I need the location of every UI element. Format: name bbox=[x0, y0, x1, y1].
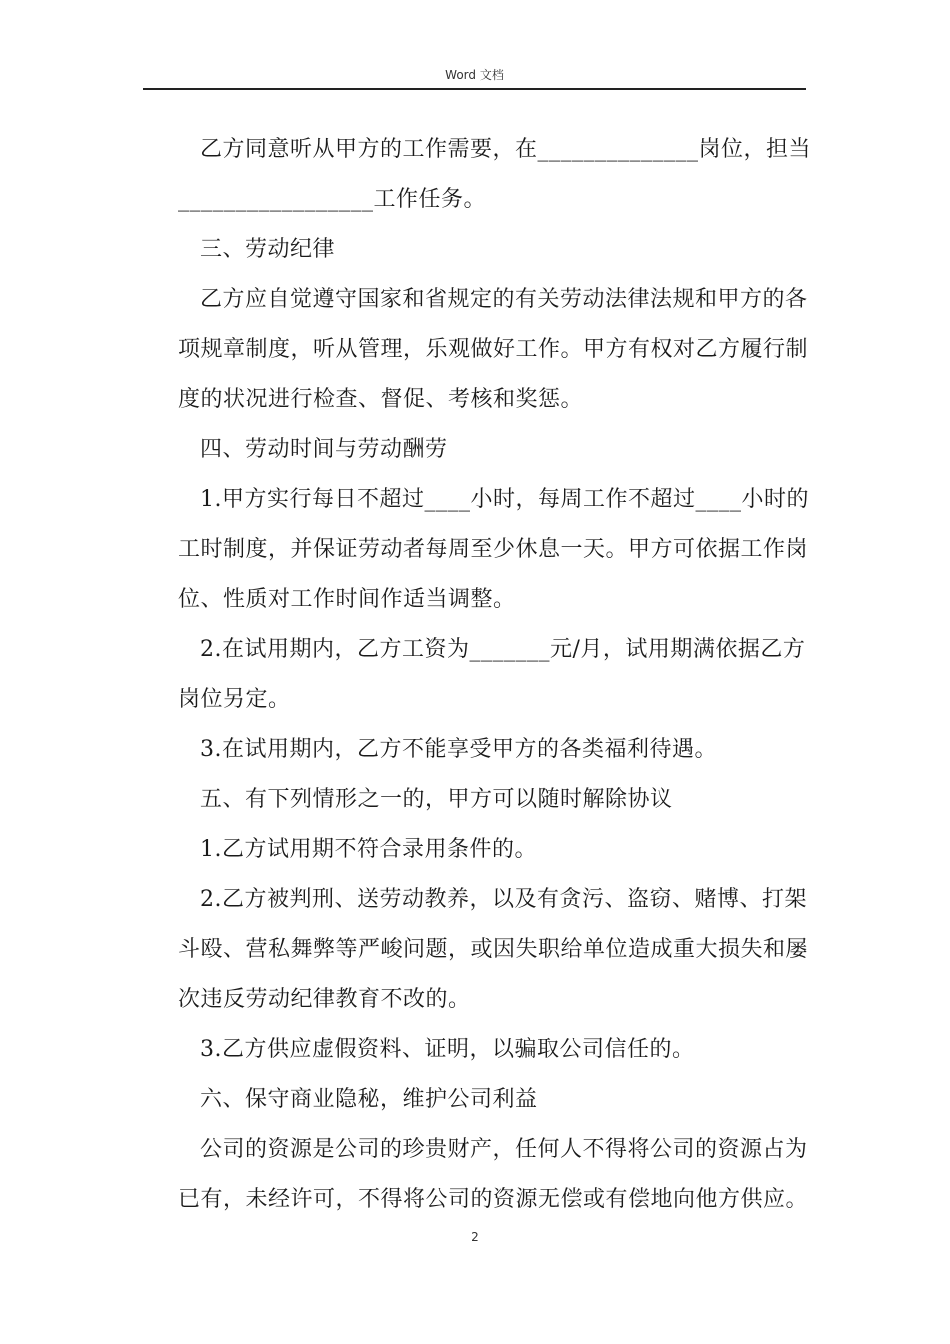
text-line: 五、有下列情形之一的，甲方可以随时解除协议 bbox=[200, 787, 673, 812]
header-title: Word 文档 bbox=[445, 68, 504, 82]
text-line: 度的状况进行检查、督促、考核和奖惩。 bbox=[178, 387, 584, 412]
text-line: 1.甲方实行每日不超过____小时，每周工作不超过____小时的 bbox=[200, 487, 809, 512]
text-line: 位、性质对工作时间作适当调整。 bbox=[178, 587, 516, 612]
text-line: 岗位另定。 bbox=[178, 687, 291, 712]
text-line: 次违反劳动纪律教育不改的。 bbox=[178, 987, 471, 1012]
text-line: 乙方同意听从甲方的工作需要，在______________岗位，担当 bbox=[200, 137, 812, 162]
text-line: 3.乙方供应虚假资料、证明，以骗取公司信任的。 bbox=[200, 1037, 695, 1062]
text-line: 斗殴、营私舞弊等严峻问题，或因失职给单位造成重大损失和屡 bbox=[178, 937, 809, 962]
text-line: 已有，未经许可，不得将公司的资源无偿或有偿地向他方供应。 bbox=[178, 1187, 809, 1212]
text-line: 乙方应自觉遵守国家和省规定的有关劳动法律法规和甲方的各 bbox=[200, 287, 808, 312]
text-line: _________________工作任务。 bbox=[178, 187, 487, 212]
text-line: 1.乙方试用期不符合录用条件的。 bbox=[200, 837, 537, 862]
text-line: 三、劳动纪律 bbox=[200, 237, 336, 262]
page-number: 2 bbox=[471, 1230, 479, 1244]
page-header bbox=[143, 64, 806, 90]
text-line: 2.乙方被判刑、送劳动教养，以及有贪污、盗窃、赌博、打架 bbox=[200, 887, 807, 912]
text-line: 六、保守商业隐秘，维护公司利益 bbox=[200, 1087, 538, 1112]
text-line: 公司的资源是公司的珍贵财产，任何人不得将公司的资源占为 bbox=[200, 1137, 808, 1162]
document-body bbox=[178, 125, 812, 1225]
text-line: 2.在试用期内，乙方工资为_______元/月，试用期满依据乙方 bbox=[200, 637, 806, 662]
text-line: 3.在试用期内，乙方不能享受甲方的各类福利待遇。 bbox=[200, 737, 717, 762]
text-line: 工时制度，并保证劳动者每周至少休息一天。甲方可依据工作岗 bbox=[178, 537, 809, 562]
text-line: 四、劳动时间与劳动酬劳 bbox=[200, 437, 448, 462]
text-line: 项规章制度，听从管理，乐观做好工作。甲方有权对乙方履行制 bbox=[178, 337, 809, 362]
